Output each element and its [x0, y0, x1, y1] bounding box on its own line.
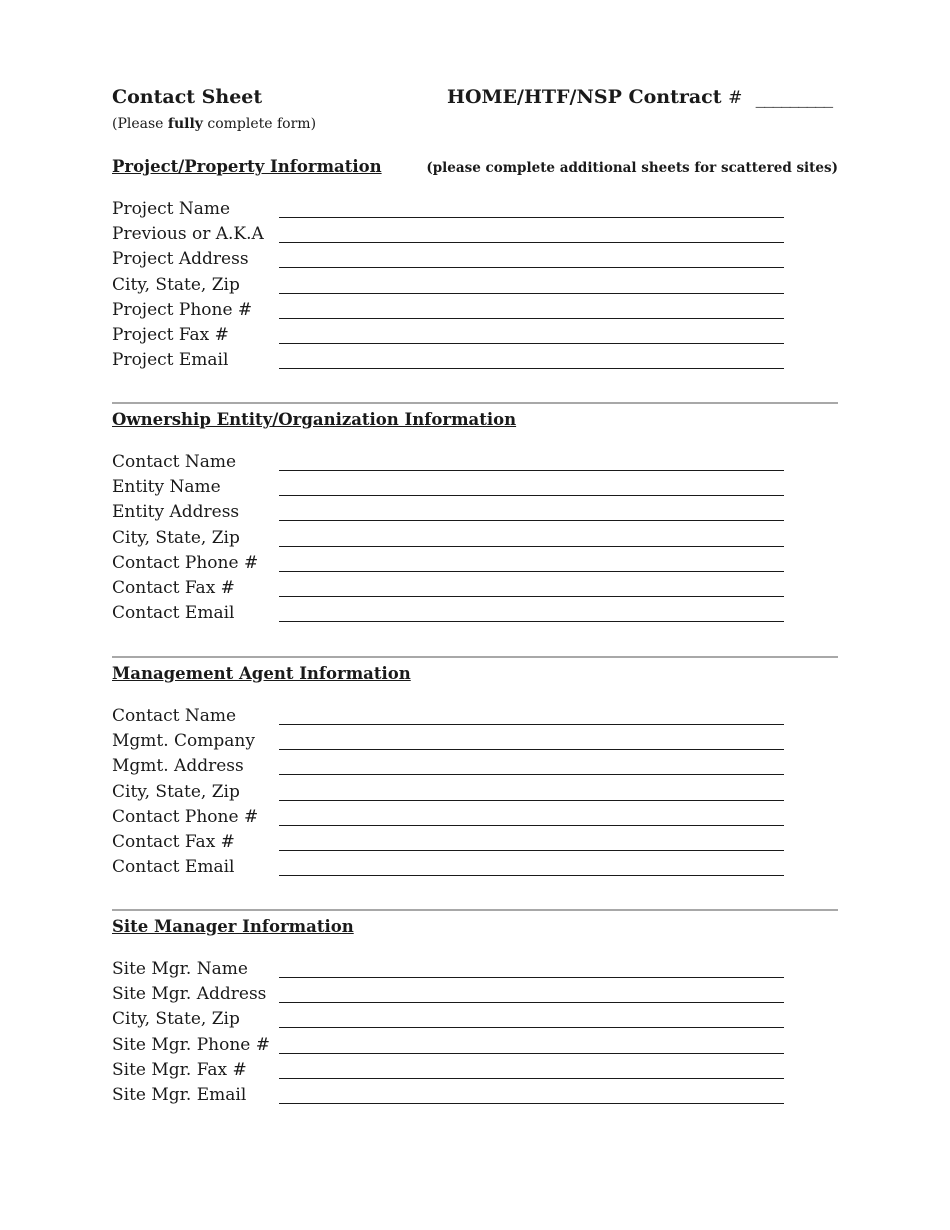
form-field-project-address — [112, 247, 784, 271]
field-label: Site Mgr. Fax # — [112, 1059, 247, 1080]
form-field-site-mgr-address — [112, 982, 784, 1006]
contract-number-field[interactable]: _________ — [755, 86, 833, 108]
field-input-line[interactable] — [279, 242, 784, 243]
field-label: Contact Phone # — [112, 806, 259, 827]
form-field-contact-name — [112, 704, 784, 728]
form-field-project-fax — [112, 323, 784, 347]
form-field-city-state-zip — [112, 780, 784, 804]
field-input-line[interactable] — [279, 774, 784, 775]
field-input-line[interactable] — [279, 546, 784, 547]
form-field-city-state-zip — [112, 526, 784, 550]
field-label: City, State, Zip — [112, 274, 240, 295]
field-label: Site Mgr. Address — [112, 984, 267, 1005]
form-field-contact-phone — [112, 805, 784, 829]
field-input-line[interactable] — [279, 875, 784, 876]
form-field-contact-email — [112, 601, 784, 625]
field-label: Contact Phone # — [112, 552, 259, 573]
field-input-line[interactable] — [279, 621, 784, 622]
field-label: Entity Name — [112, 477, 221, 498]
form-field-contact-fax — [112, 576, 784, 600]
field-label: Contact Name — [112, 452, 237, 472]
field-input-line[interactable] — [279, 1103, 784, 1104]
contract-number — [447, 86, 832, 108]
field-label: City, State, Zip — [112, 527, 240, 548]
field-input-line[interactable] — [279, 749, 784, 750]
field-label: Site Mgr. Name — [112, 959, 248, 979]
contract-hash: # — [728, 88, 743, 108]
field-label: Project Address — [112, 249, 249, 270]
field-input-line[interactable] — [279, 470, 784, 471]
form-field-project-email — [112, 348, 784, 372]
form-field-project-phone — [112, 298, 784, 322]
form-field-contact-name — [112, 450, 784, 474]
field-input-line[interactable] — [279, 318, 784, 319]
field-label: Contact Fax # — [112, 832, 235, 852]
form-field-city-state-zip — [112, 1007, 784, 1031]
field-input-line[interactable] — [279, 825, 784, 826]
field-input-line[interactable] — [279, 850, 784, 851]
form-field-site-mgr-name — [112, 957, 784, 981]
form-instruction — [112, 116, 316, 132]
field-label: Contact Fax # — [112, 578, 235, 598]
field-input-line[interactable] — [279, 1027, 784, 1028]
form-field-project-name — [112, 197, 784, 221]
field-input-line[interactable] — [279, 267, 784, 268]
form-field-mgmt-company — [112, 729, 784, 753]
form-field-city-state-zip — [112, 273, 784, 297]
form-field-entity-address — [112, 500, 784, 524]
field-label: Project Email — [112, 350, 229, 371]
page-title: Contact Sheet — [112, 86, 263, 108]
section-divider — [112, 909, 838, 911]
field-input-line[interactable] — [279, 368, 784, 369]
instruction-prefix: (Please — [112, 116, 168, 132]
form-field-contact-phone — [112, 551, 784, 575]
field-label: Previous or A.K.A — [112, 224, 264, 245]
instruction-emphasis: fully — [167, 116, 203, 132]
scattered-sites-note: (please complete additional sheets for scattered sites) — [426, 160, 838, 176]
section-title-project: Project/Property Information — [112, 157, 382, 176]
field-input-line[interactable] — [279, 596, 784, 597]
field-label: Mgmt. Address — [112, 756, 244, 777]
field-label: Project Fax # — [112, 325, 229, 345]
field-input-line[interactable] — [279, 293, 784, 294]
field-input-line[interactable] — [279, 343, 784, 344]
field-label: Site Mgr. Phone # — [112, 1034, 271, 1055]
section-divider — [112, 402, 838, 404]
section-divider — [112, 656, 838, 658]
field-label: Contact Email — [112, 857, 235, 878]
form-field-entity-name — [112, 475, 784, 499]
form-field-site-mgr-email — [112, 1083, 784, 1107]
field-input-line[interactable] — [279, 1053, 784, 1054]
field-input-line[interactable] — [279, 217, 784, 218]
form-field-site-mgr-fax — [112, 1058, 784, 1082]
field-input-line[interactable] — [279, 724, 784, 725]
field-input-line[interactable] — [279, 1078, 784, 1079]
field-label: Entity Address — [112, 502, 240, 523]
field-input-line[interactable] — [279, 571, 784, 572]
field-label: Project Phone # — [112, 299, 253, 320]
instruction-suffix: complete form) — [202, 116, 317, 132]
field-input-line[interactable] — [279, 1002, 784, 1003]
field-label: Project Name — [112, 199, 231, 219]
field-label: Mgmt. Company — [112, 731, 255, 752]
field-label: Contact Email — [112, 603, 235, 624]
form-field-contact-email — [112, 855, 784, 879]
field-input-line[interactable] — [279, 495, 784, 496]
section-title-site-manager: Site Manager Information — [112, 917, 354, 936]
field-input-line[interactable] — [279, 977, 784, 978]
form-field-contact-fax — [112, 830, 784, 854]
field-label: Contact Name — [112, 706, 237, 726]
field-label: Site Mgr. Email — [112, 1085, 247, 1105]
form-field-previous-or-a-k-a — [112, 222, 784, 246]
contract-label: HOME/HTF/NSP Contract — [447, 86, 722, 108]
field-label: City, State, Zip — [112, 781, 240, 802]
form-field-mgmt-address — [112, 754, 784, 778]
field-input-line[interactable] — [279, 520, 784, 521]
section-title-ownership: Ownership Entity/Organization Information — [112, 410, 517, 429]
form-field-site-mgr-phone — [112, 1033, 784, 1057]
field-input-line[interactable] — [279, 800, 784, 801]
field-label: City, State, Zip — [112, 1009, 240, 1030]
section-title-management: Management Agent Information — [112, 664, 411, 683]
